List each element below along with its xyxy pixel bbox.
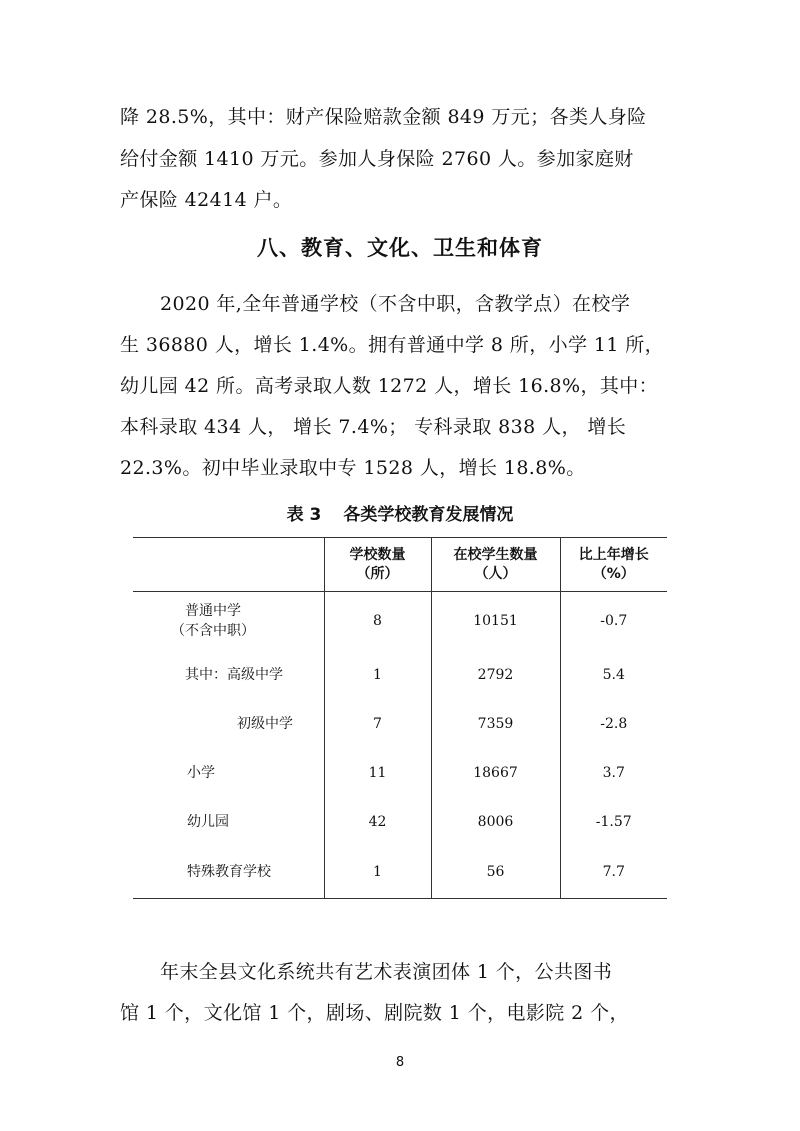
table-row (133, 650, 667, 699)
row-schools: 1 (324, 650, 431, 699)
row-students: 7359 (431, 699, 560, 748)
row-name: 小学 (187, 764, 215, 781)
row-students: 10151 (431, 592, 560, 651)
row-students: 2792 (431, 650, 560, 699)
row-growth: -2.8 (560, 699, 667, 748)
header-growth: 比上年增长 （%） (560, 538, 667, 592)
table-caption (0, 500, 800, 525)
table-row (133, 846, 667, 899)
header-school-count: 学校数量 （所） (324, 538, 431, 592)
paragraph-insurance-line-2: 给付金额 1410 万元。参加人身保险 2760 人。参加家庭财 (120, 148, 634, 170)
paragraph-insurance-line-1: 降 28.5%，其中：财产保险赔款金额 849 万元；各类人身险 (120, 106, 647, 128)
row-schools: 11 (324, 748, 431, 797)
row-schools: 8 (324, 592, 431, 651)
row-name: 幼儿园 (187, 813, 229, 830)
table-caption-number: 表 3 (286, 505, 322, 525)
row-students: 8006 (431, 797, 560, 846)
row-name: 初级中学 (237, 715, 293, 732)
row-name: 特殊教育学校 (133, 846, 324, 899)
page-number: 8 (395, 1055, 405, 1070)
header-category (133, 538, 324, 592)
paragraph-culture-line-2: 馆 1 个，文化馆 1 个，剧场、剧院数 1 个，电影院 2 个， (120, 1002, 629, 1024)
table-row (133, 592, 667, 651)
table-header-row (133, 538, 667, 592)
row-name: 其中：高级中学 (185, 666, 283, 683)
paragraph-education-line-3: 幼儿园 42 所。高考录取人数 1272 人，增长 16.8%，其中： (120, 375, 659, 397)
row-growth: -0.7 (560, 592, 667, 651)
paragraph-education-line-2: 生 36880 人，增长 1.4%。拥有普通中学 8 所，小学 11 所， (120, 334, 665, 356)
row-schools: 1 (324, 846, 431, 899)
row-schools: 7 (324, 699, 431, 748)
row-growth: 5.4 (560, 650, 667, 699)
section-heading: 八、教育、文化、卫生和体育 (257, 236, 543, 260)
paragraph-education-line-1: 2020 年,全年普通学校（不含中职，含教学点）在校学 (160, 293, 631, 315)
school-statistics-table (133, 537, 667, 899)
paragraph-insurance-line-3: 产保险 42414 户。 (120, 189, 293, 211)
row-schools: 42 (324, 797, 431, 846)
table-row (133, 699, 667, 748)
row-students: 18667 (431, 748, 560, 797)
row-name: 普通中学 （不含中职） (171, 603, 255, 639)
table-row (133, 797, 667, 846)
row-growth: 3.7 (560, 748, 667, 797)
row-growth: 7.7 (560, 846, 667, 899)
paragraph-education-line-5: 22.3%。初中毕业录取中专 1528 人，增长 18.8%。 (120, 457, 586, 479)
table-caption-title: 各类学校教育发展情况 (343, 505, 514, 525)
header-student-count: 在校学生数量 （人） (431, 538, 560, 592)
row-students: 56 (431, 846, 560, 899)
row-growth: -1.57 (560, 797, 667, 846)
paragraph-education-line-4: 本科录取 434 人， 增长 7.4%； 专科录取 838 人， 增长 (120, 416, 627, 438)
paragraph-culture-line-1: 年末全县文化系统共有艺术表演团体 1 个，公共图书 (160, 961, 613, 983)
table-row (133, 748, 667, 797)
